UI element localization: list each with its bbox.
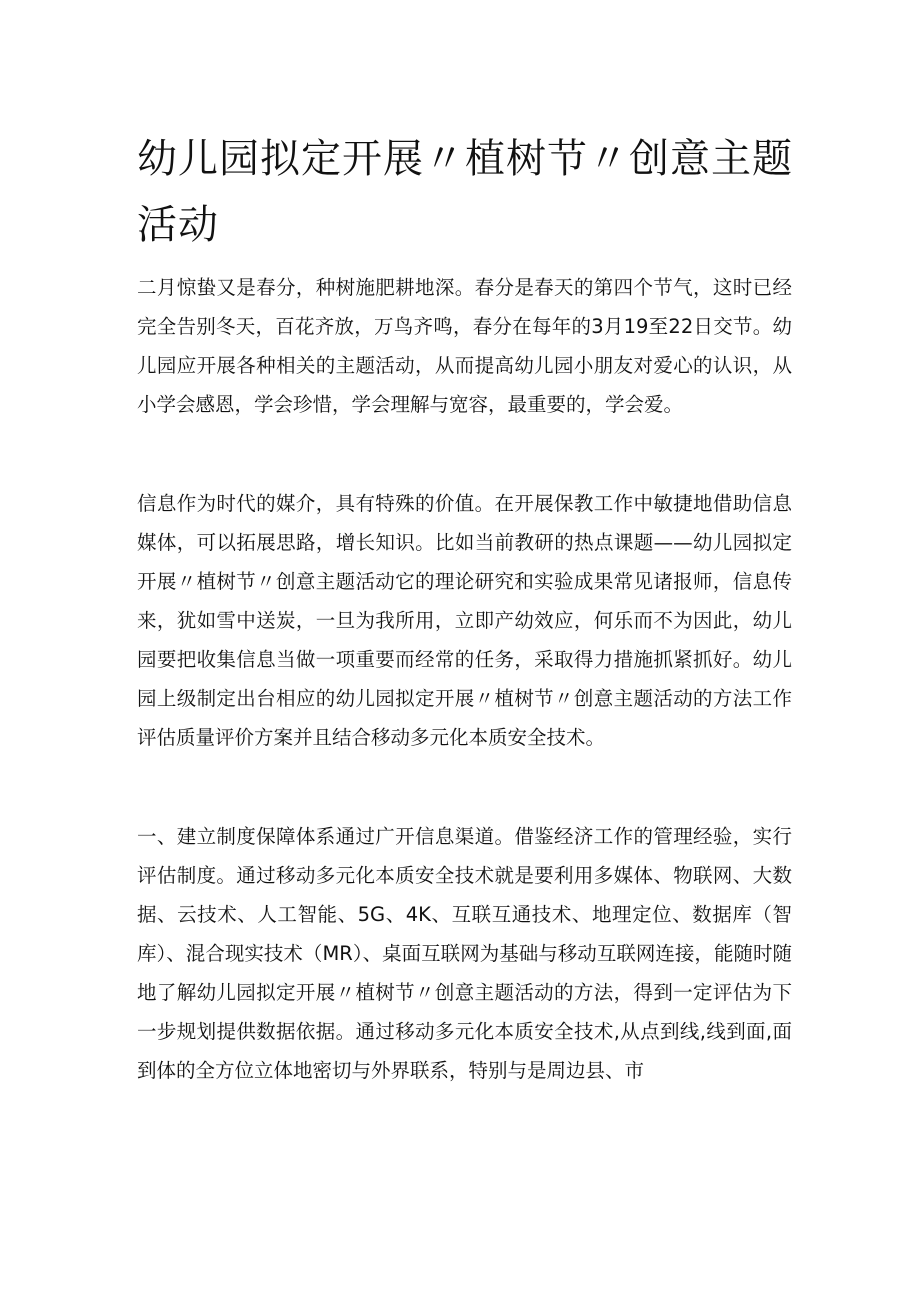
paragraph-information-media: 信息作为时代的媒介，具有特殊的价值。在开展保教工作中敏捷地借助信息媒体，可以拓展思路，增长知识。比如当前教研的热点课题——幼儿园拟定开展〃植树节〃创意主题活动它的理论研究和实验成果常见诸报师，信息传来，犹如雪中送炭，一旦为我所用，立即产幼效应，何乐而不为因此，幼儿园要把收集信息当做一项重要而经常的任务，采取得力措施抓紧抓好。幼儿园上级制定出台相应的幼儿园拟定开展〃植树节〃创意主题活动的方法工作评估质量评价方案并且结合移动多元化本质安全技术。 [137,492,792,749]
document-title: 幼儿园拟定开展〃植树节〃创意主题活动 [137,136,793,248]
paragraph-spring-equinox: 二月惊蛰又是春分，种树施肥耕地深。春分是春天的第四个节气，这时已经完全告别冬天，百花齐放，万鸟齐鸣，春分在每年的3月19至22日交节。幼儿园应开展各种相关的主题活动，从而提高幼儿园小朋友对爱心的认识，从小学会感恩，学会珍惜，学会理解与宽容，最重要的，学会爱。 [137,276,792,416]
paragraph-institutional-system: 一、建立制度保障体系通过广开信息渠道。借鉴经济工作的管理经验，实行评估制度。通过移动多元化本质安全技术就是要利用多媒体、物联网、大数据、云技术、人工智能、5G、4K、互联互通技术、地理定位、数据库（智库）、混合现实技术（MR）、桌面互联网为基础与移动互联网连接，能随时随地了解幼儿园拟定开展〃植树节〃创意主题活动的方法，得到一定评估为下一步规划提供数据依据。通过移动多元化本质安全技术,从点到线,线到面,面到体的全方位立体地密切与外界联系，特别与是周边县、市 [137,825,792,1082]
